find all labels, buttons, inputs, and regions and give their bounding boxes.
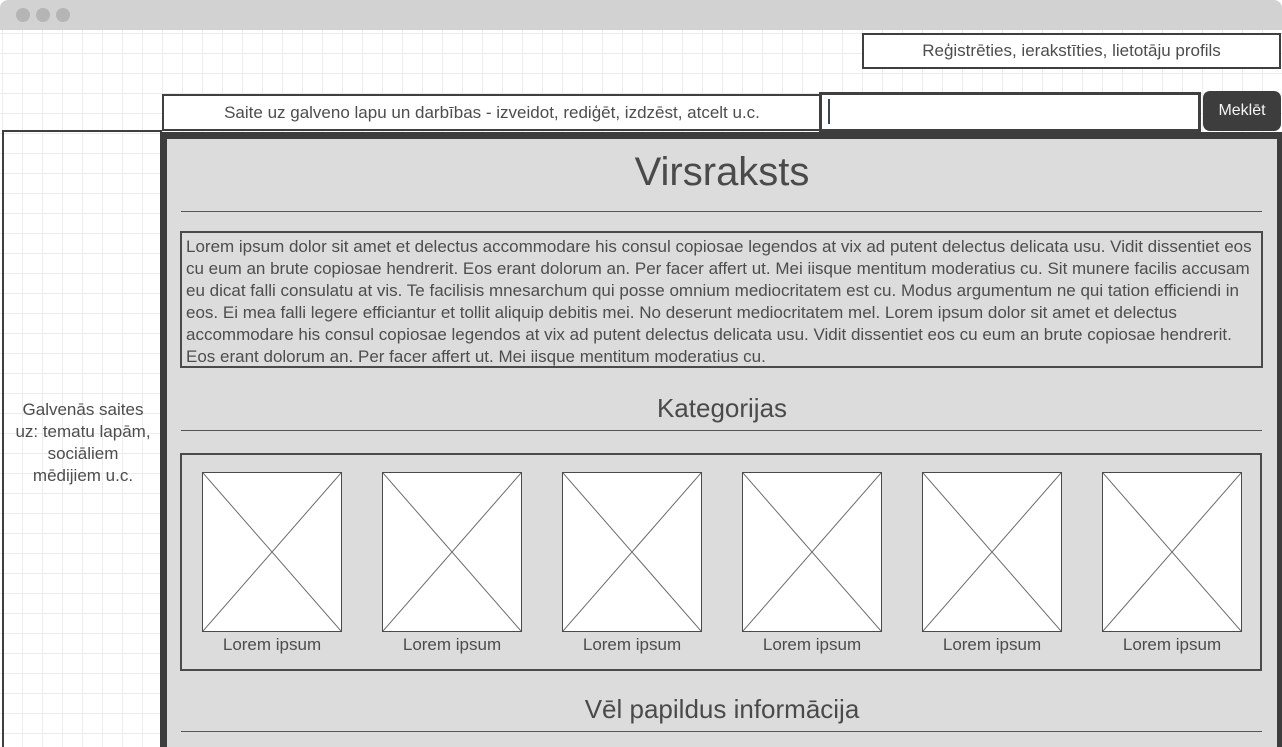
image-x-icon (203, 473, 341, 631)
main-nav-label: Saite uz galveno lapu un darbības - izveidot, rediģēt, izdzēst, atcelt u.c. (224, 102, 760, 122)
category-label: Lorem ipsum (222, 635, 322, 654)
category-item[interactable] (562, 472, 702, 669)
category-item[interactable] (202, 472, 342, 669)
image-placeholder (202, 472, 342, 632)
main-content-area (160, 132, 1282, 747)
main-nav-link[interactable] (162, 94, 822, 131)
category-label: Lorem ipsum (402, 635, 502, 654)
category-item[interactable] (922, 472, 1062, 669)
more-info-heading: Vēl papildus informācija (584, 694, 860, 724)
window-minimize-icon[interactable] (36, 8, 50, 22)
search-input[interactable] (819, 92, 1201, 132)
intro-text-box (180, 231, 1263, 368)
image-placeholder (742, 472, 882, 632)
divider (181, 211, 1262, 212)
categories-heading: Kategorijas (656, 393, 788, 423)
image-x-icon (383, 473, 521, 631)
categories-section (180, 453, 1262, 671)
search-button[interactable]: Meklēt (1203, 91, 1281, 131)
image-placeholder (1102, 472, 1242, 632)
window-close-icon[interactable] (16, 8, 30, 22)
category-label: Lorem ipsum (1122, 635, 1222, 654)
image-x-icon (1103, 473, 1241, 631)
sidebar-links[interactable] (2, 130, 162, 747)
page-title: Virsraksts (634, 150, 810, 194)
divider (181, 430, 1262, 431)
window-titlebar (0, 0, 1282, 30)
image-placeholder (562, 472, 702, 632)
intro-text: Lorem ipsum dolor sit amet et delectus accommodare his consul copiosae legendos at vix ad putent delectus delicata usu. Vidit dissentiet eos cu eum an brute copiosae hendrerit. Eos erant dolorum an. Per facer affert ut. Mei iisque mentitum moderatius cu. Sit munere facilis accusam eu dicat falli consulatu at vis. Te facilisis mnesarchum qui posse omnium mediocritatem est cu. Modus argumentum ne qui tation efficiendi in eos. Ei mea falli legere efficiantur et tollit aliquip debitis mei. No deserunt mediocritatem mel. Lorem ipsum dolor sit amet et delectus accommodare his consul copiosae legendos at vix ad putent delectus delicata usu. Vidit dissentiet eos cu eum an brute copiosae hendrerit. Eos erant dolorum an. Per facer affert ut. Mei iisque mentitum moderatius cu. (186, 237, 1252, 366)
category-item[interactable] (1102, 472, 1242, 669)
account-links-label: Reģistrēties, ierakstīties, lietotāju profils (922, 41, 1221, 60)
text-caret (828, 99, 830, 124)
sidebar-links-label: Galvenās saites uz: tematu lapām, sociāliem mēdijiem u.c. (15, 399, 151, 485)
category-item[interactable] (382, 472, 522, 669)
category-label: Lorem ipsum (942, 635, 1042, 654)
image-x-icon (743, 473, 881, 631)
image-placeholder (922, 472, 1062, 632)
account-links[interactable] (862, 33, 1281, 69)
category-item[interactable] (742, 472, 882, 669)
category-label: Lorem ipsum (582, 635, 682, 654)
category-label: Lorem ipsum (762, 635, 862, 654)
image-x-icon (923, 473, 1061, 631)
divider (181, 731, 1262, 732)
image-x-icon (563, 473, 701, 631)
window-maximize-icon[interactable] (56, 8, 70, 22)
image-placeholder (382, 472, 522, 632)
